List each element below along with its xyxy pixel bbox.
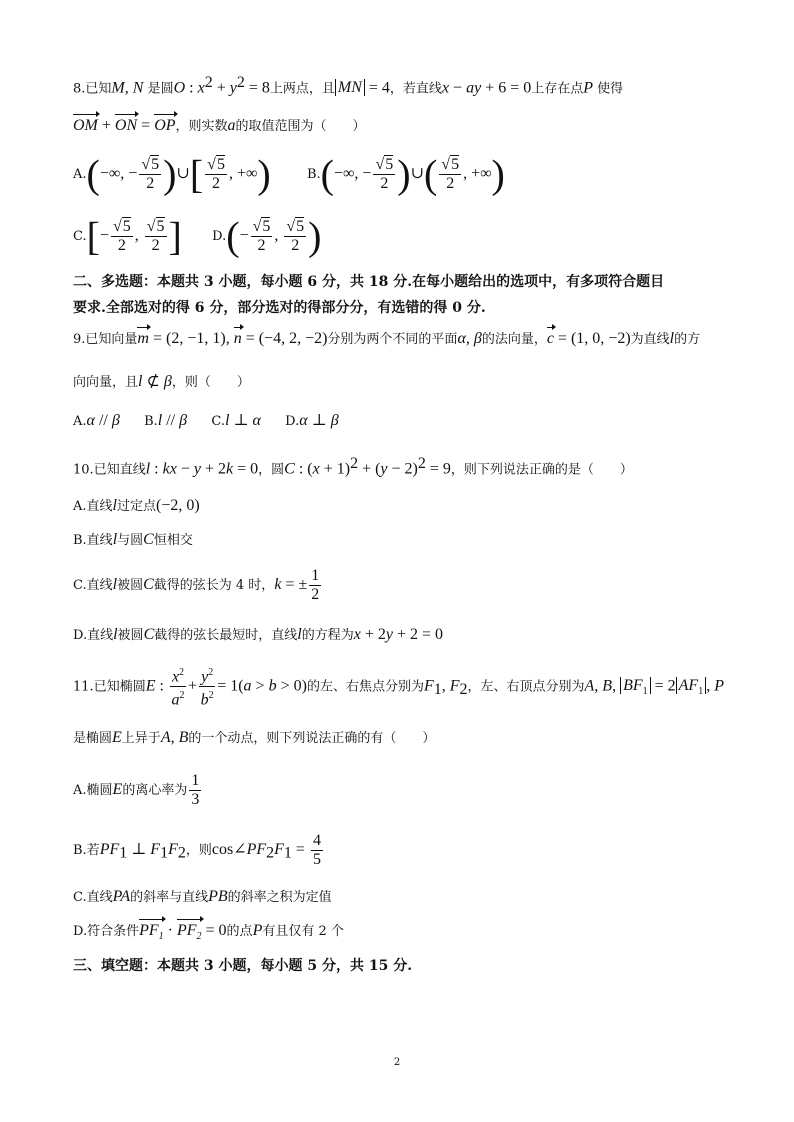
q8-options-ab: A.(−∞, − $\frac{√5}{2}$ )∪[ $\frac{√5}{2}$ , +∞) B.(−∞, − $\frac{√5}{2}$ )∪( $\frac{√5}{2}$ , +∞) [73,151,505,197]
q11-option-d: D.符合条件$PF_1 \cdot PF_2 = 0$的点P有且仅有 2 个 [73,922,344,946]
q10-option-a: A.直线l过定点(−2, 0) [73,497,200,514]
q10-option-d: D.直线l被圆C截得的弦长最短时，直线l的方程为x + 2y + 2 = 0 [73,626,444,643]
q10-stem: 10.已知直线l : kx − y + 2k = 0，圆C : $(x + 1)^2 + (y - 2)^2 = 9$，则下列说法正确的是（ ） [73,455,633,478]
q9-options: A.α // β B.l // β C.l ⊥ α D.α ⊥ β [73,412,339,429]
q11-stem-line1: 11.已知椭圆E : $\frac{x^2}{a^2}$ + $\frac{y^2}{b^2}$ = 1(a > b > 0)的左、右焦点分别为$F_1$, $F_2$，左、右顶点分别为A, B, $BF_1 = 2$ $AF_1$ , P [73,664,724,706]
option-c-label: C. [73,229,87,244]
option-d-label: D. [212,229,227,244]
q8-stem-line2: OM + ON = OP，则实数a的取值范围为（ ） [73,117,366,134]
section-2-header-line1: 二、多选题：本题共 3 小题，每小题 6 分，共 18 分.在每小题给出的选项中，有多项符合题目 [73,274,665,290]
q9-stem-line1: 9.已知向量m = (2, −1, 1), n = (−4, 2, −2)分别为两个不同的平面α, β的法向量，c = (1, 0, −2)为直线l的方 [73,330,701,347]
section-3-header: 三、填空题：本题共 3 小题，每小题 5 分，共 15 分. [73,958,413,974]
option-a-label: A. [73,167,87,182]
q8-options-cd: C.[− $\frac{√5}{2}$ , $\frac{√5}{2}$ ] D.(− $\frac{√5}{2}$ , $\frac{√5}{2}$ ) [73,213,322,259]
q11-stem-line2: 是椭圆E上异于A, B的一个动点，则下列说法正确的有（ ） [73,729,436,746]
option-b-label: B. [306,167,321,182]
q10-option-b: B.直线l与圆C恒相交 [73,531,193,548]
q11-option-b: B.若$PF_1$ ⊥ $F_1F_2$，则$\cos\angle PF_2F_1$ = $\frac{4}{5}$ [73,832,321,868]
q9-stem-line2: 向向量，且l ⊄ β，则（ ） [73,373,250,390]
q8-stem-line1: 8.已知M, N 是圆O : $x^2 + y^2 = 8$上两点，且 MN = 4，若直线x − ay + 6 = 0上存在点P 使得 [73,74,624,97]
q11-option-c: C.直线PA的斜率与直线PB的斜率之积为定值 [73,888,332,905]
q11-option-a: A.椭圆E的离心率为 $\frac{1}{3}$ [73,772,200,808]
section-2-header-line2: 要求.全部选对的得 6 分，部分选对的得部分分，有选错的得 0 分. [73,300,486,316]
question-number: 8. [73,81,86,97]
page-number: 2 [393,1057,401,1068]
q10-option-c: C.直线l被圆C截得的弦长为 4 时，k = ± $\frac{1}{2}$ [73,567,320,603]
